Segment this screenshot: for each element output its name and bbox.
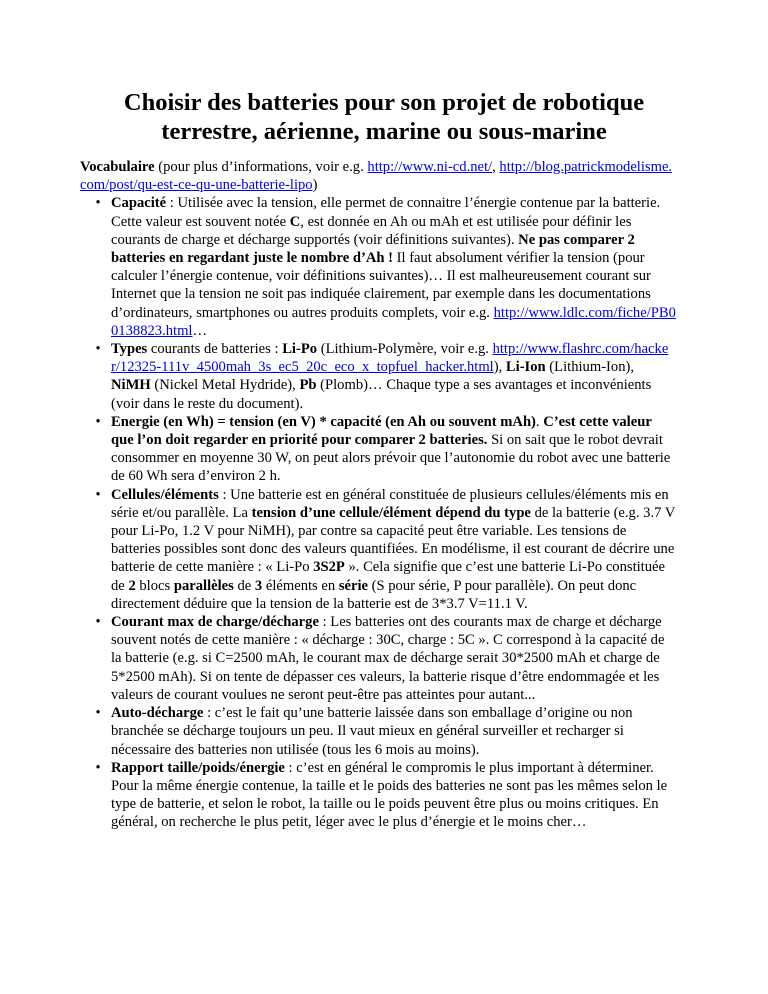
list-item-energie: • Energie (en Wh) = tension (en V) * capacité (en Ah ou souvent mAh). C’est cette valeur que l’on doit regarder en priorité pour comparer 2 batteries. Si on sait que le robot devrait consommer en moyenne 30 W, on peut alors prévoir que l’autonomie du robot avec une batterie de 60 Wh sera d’environ 2 h. — [80, 413, 676, 486]
list-item-auto-decharge: • Auto-décharge : c’est le fait qu’une batterie laissée dans son emballage d’origine ou non branchée se décharge toujours un peu. Il vaut mieux en général surveiller et recharger si nécessaire des batteries non utilisée (tous les 6 mois au moins). — [80, 704, 676, 759]
title-line-1: Choisir des batteries pour son projet de robotique — [123, 89, 645, 116]
vocabulary-label: Vocabulaire — [80, 159, 155, 175]
bullet-icon: • — [95, 341, 101, 358]
definition-list — [80, 194, 676, 831]
bullet-icon: • — [95, 705, 101, 722]
list-item-rapport: • Rapport taille/poids/énergie : c’est en général le compromis le plus important à déterminer. Pour la même énergie contenue, la taille et le poids des batteries ne sont pas les mêmes selon le type de batterie, et selon le robot, la taille ou le poids peuvent être plus ou moins critiques. En général, on recherche le plus petit, léger avec le plus d’énergie et le moins cher… — [80, 759, 676, 832]
bullet-icon: • — [95, 614, 101, 631]
list-item-cellules: • Cellules/éléments : Une batterie est en général constituée de plusieurs cellules/éléments mis en série et/ou parallèle. La tension d’une cellule/élément dépend du type de la batterie (e.g. 3.7 V pour Li-Po, 1.2 V pour NiMH), par contre sa capacité peut être variable. Les tensions de batteries possibles sont donc des valeurs quantifiées. En modélisme, il est courant de décrire une batterie de cette manière : « Li-Po 3S2P ». Cela signifie que c’est une batterie Li-Po constituée de 2 blocs parallèles de 3 éléments en série (S pour série, P pour parallèle). On peut donc directement déduire que la tension de la batterie est de 3*3.7 V=11.1 V. — [80, 486, 676, 613]
bullet-icon: • — [95, 195, 101, 212]
list-item-types: • Types courants de batteries : Li-Po (Lithium-Polymère, voir e.g. http://www.flashrc.com/hacker/12325-111v_4500mah_3s_ec5_20c_eco_x_topfuel_hacker.html), Li-Ion (Lithium-Ion), NiMH (Nickel Metal Hydride), Pb (Plomb)… Chaque type a ses avantages et inconvénients (voir dans le reste du document). — [80, 340, 676, 413]
link-ni-cd[interactable]: http://www.ni-cd.net/ — [367, 159, 493, 175]
link-ldlc[interactable]: http://www.ldlc.com/fiche/PB00138823.html — [111, 304, 676, 339]
bullet-icon: • — [95, 413, 101, 430]
title-line-2: terrestre, aérienne, marine ou sous-marine — [161, 118, 607, 145]
bullet-icon: • — [95, 486, 101, 503]
link-flashrc[interactable]: http://www.flashrc.com/hacker/12325-111v_4500mah_3s_ec5_20c_eco_x_topfuel_hacker.html — [111, 341, 669, 376]
list-item-courant-max: • Courant max de charge/décharge : Les batteries ont des courants max de charge et décharge souvent notés de cette manière : « décharge : 30C, charge : 5C ». C correspond à la capacité de la batterie (e.g. si C=2500 mAh, le courant max de décharge serait 30*2500 mAh et charge de 5*2500 mAh). Si on tente de dépasser ces valeurs, la batterie risque d’être endommagée et les valeurs de courant voulues ne seront peut-être pas atteintes pour autant... — [80, 613, 676, 704]
document-title — [80, 88, 688, 146]
list-item-capacite: • Capacité : Utilisée avec la tension, elle permet de connaitre l’énergie contenue par la batterie. Cette valeur est souvent notée C, est donnée en Ah ou mAh et est utilisée pour définir les courants de charge et décharge supportés (voir définitions suivantes). Ne pas comparer 2 batteries en regardant juste le nombre d’Ah ! Il faut absolument vérifier la tension (pour calculer l’énergie contenue, voir définitions suivantes)… Il est malheureusement courant sur Internet que la tension ne soit pas indiquée clairement, par exemple dans les documentations d’ordinateurs, smartphones ou autres produits complets, voir e.g. http://www.ldlc.com/fiche/PB00138823.html… — [80, 194, 676, 340]
intro-paragraph: Vocabulaire (pour plus d’informations, voir e.g. http://www.ni-cd.net/, http://blog.patrickmodelisme.com/post/qu-est-ce-qu-une-batterie-lipo) — [80, 159, 673, 194]
link-patrickmodelisme[interactable]: http://blog.patrickmodelisme.com/post/qu-est-ce-qu-une-batterie-lipo — [80, 159, 673, 194]
bullet-icon: • — [95, 759, 101, 776]
document-body — [80, 158, 676, 832]
